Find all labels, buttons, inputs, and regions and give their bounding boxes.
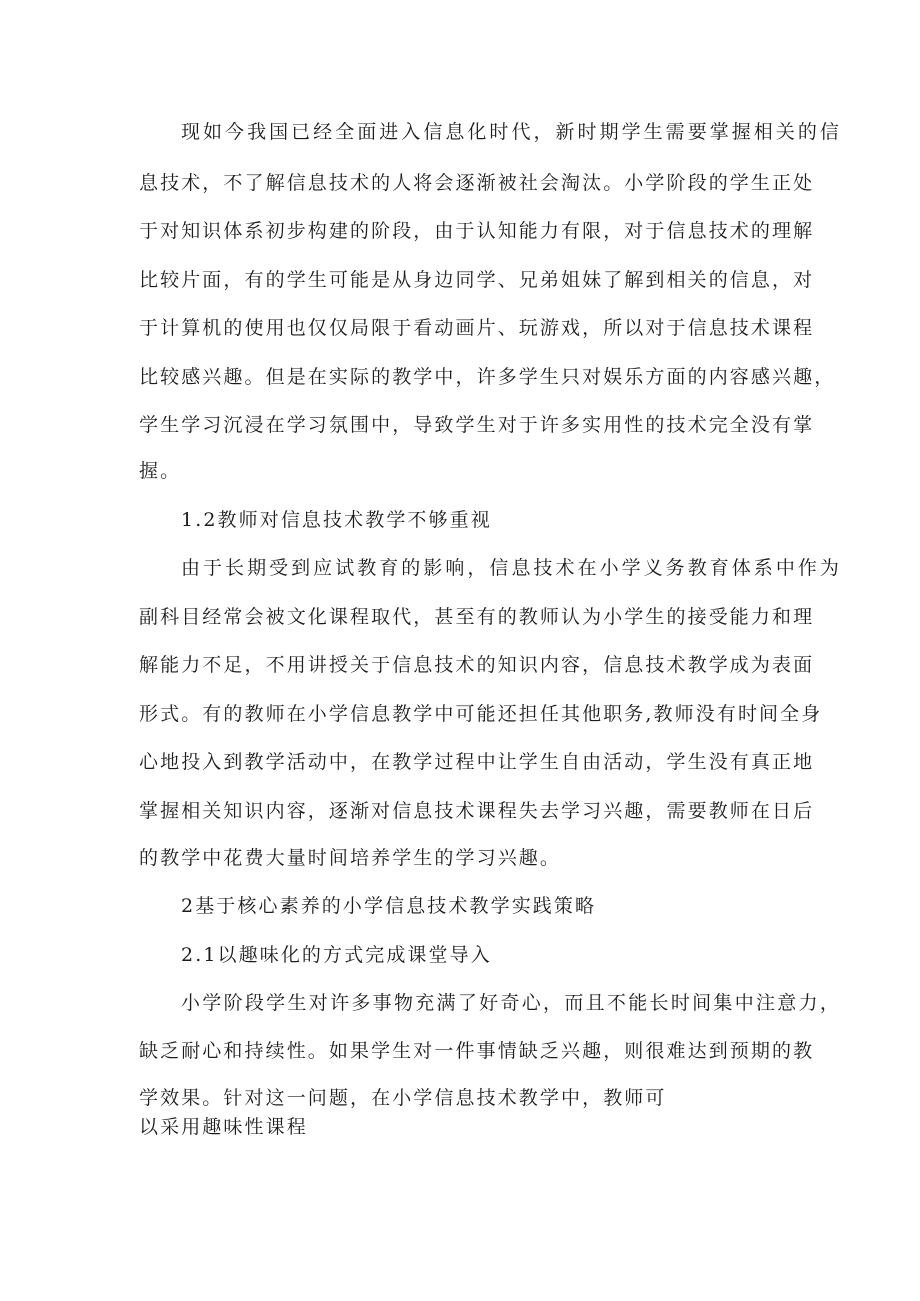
paragraph-line: 以采用趣味性课程 [139,1116,308,1138]
paragraph-line: 的教学中花费大量时间培养学生的学习兴趣。 [139,847,562,869]
paragraph-line: 于计算机的使用也仅仅局限于看动画片、玩游戏，所以对于信息技术课程 [139,317,815,339]
section-heading: 2基于核心素养的小学信息技术教学实践策略 [181,895,597,917]
paragraph-line: 由于长期受到应试教育的影响，信息技术在小学义务教育体系中作为 [181,557,841,579]
paragraph-line: 解能力不足，不用讲授关于信息技术的知识内容，信息技术教学成为表面 [139,654,815,676]
paragraph-line: 比较感兴趣。但是在实际的教学中，许多学生只对娱乐方面的内容感兴趣， [139,366,836,388]
paragraph-line: 缺乏耐心和持续性。如果学生对一件事情缺乏兴趣，则很难达到预期的教 [139,1040,815,1062]
paragraph-line: 形式。有的教师在小学信息教学中可能还担任其他职务,教师没有时间全身 [139,703,823,725]
paragraph-line: 小学阶段学生对许多事物充满了好奇心，而且不能长时间集中注意力， [181,992,841,1014]
paragraph-line: 握。 [139,460,182,482]
paragraph-line: 心地投入到教学活动中，在教学过程中让学生自由活动，学生没有真正地 [139,751,815,773]
paragraph-line: 现如今我国已经全面进入信息化时代，新时期学生需要掌握相关的信 [181,121,841,143]
paragraph-line: 比较片面，有的学生可能是从身边同学、兄弟姐妹了解到相关的信息，对 [139,269,815,291]
paragraph-line: 学生学习沉浸在学习氛围中，导致学生对于许多实用性的技术完全没有掌 [139,414,815,436]
section-heading: 2.1以趣味化的方式完成课堂导入 [181,944,492,966]
paragraph-line: 于对知识体系初步构建的阶段，由于认知能力有限，对于信息技术的理解 [139,220,815,242]
paragraph-line: 息技术，不了解信息技术的人将会逐渐被社会淘汰。小学阶段的学生正处 [139,172,815,194]
paragraph-line: 副科目经常会被文化课程取代，甚至有的教师认为小学生的接受能力和理 [139,606,815,628]
paragraph-line: 掌握相关知识内容，逐渐对信息技术课程失去学习兴趣，需要教师在日后 [139,800,815,822]
section-heading: 1.2教师对信息技术教学不够重视 [181,509,492,531]
paragraph-line: 学效果。针对这一问题，在小学信息技术教学中，教师可 [139,1087,667,1109]
